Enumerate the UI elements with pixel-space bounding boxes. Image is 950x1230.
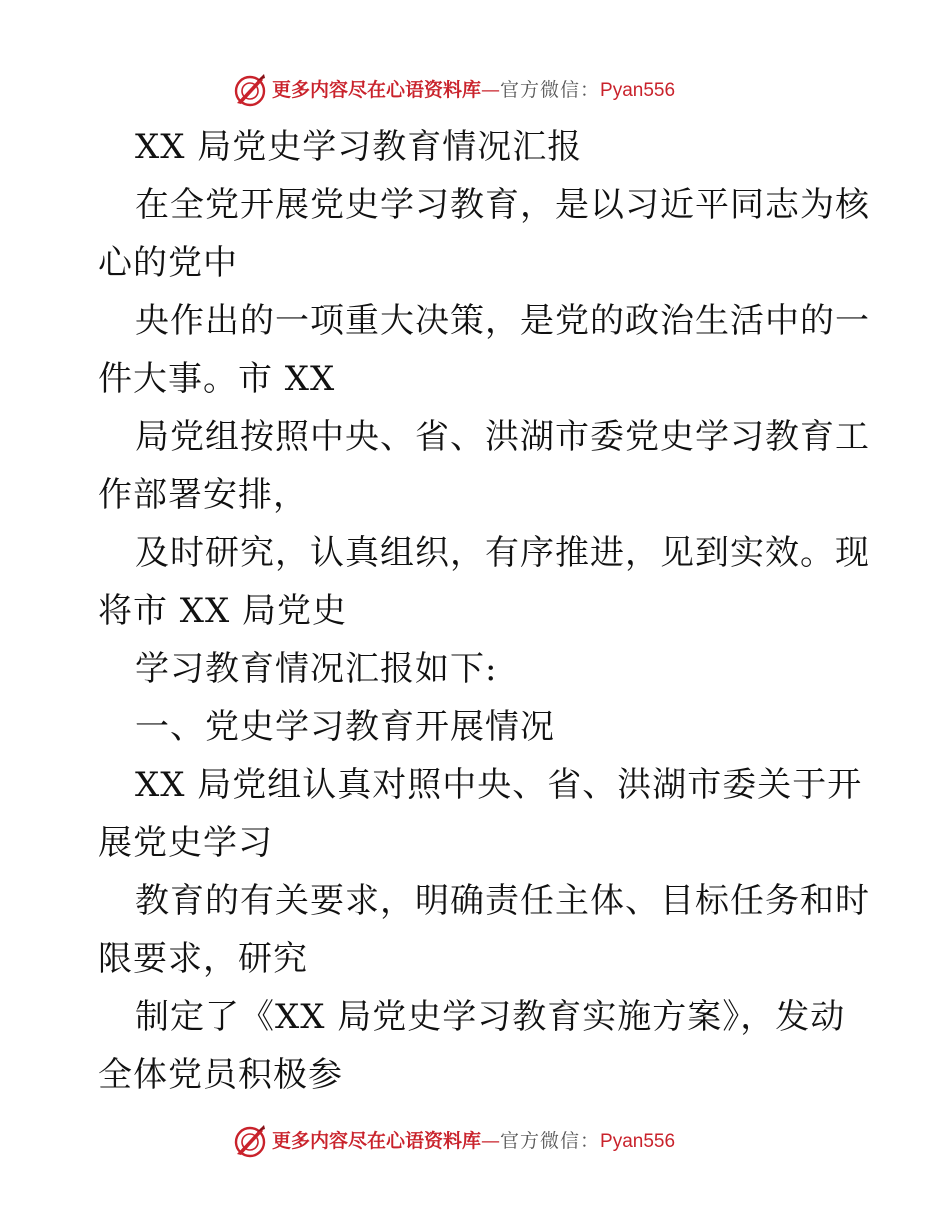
paragraph-line: 展党史学习 — [98, 823, 273, 863]
banner-separator: — — [481, 1130, 501, 1152]
paragraph-line: 局党组按照中央、省、洪湖市委党史学习教育工 — [135, 417, 870, 457]
document-title: XX 局党史学习教育情况汇报 — [135, 127, 583, 167]
banner-slogan: 更多内容尽在心语资料库 — [272, 79, 482, 101]
banner-wechat-id: Pyan556 — [600, 80, 676, 101]
paragraph-line: 制定了《XX 局党史学习教育实施方案》，发动 — [135, 997, 846, 1037]
paragraph-line: 心的党中 — [98, 243, 238, 283]
banner-slogan: 更多内容尽在心语资料库 — [272, 1130, 482, 1152]
header-banner — [0, 70, 950, 110]
paragraph-line: 教育的有关要求，明确责任主体、目标任务和时 — [135, 881, 870, 921]
banner-wechat-label: 官方微信： — [500, 79, 601, 101]
section-heading: 一、党史学习教育开展情况 — [135, 707, 555, 747]
paragraph-line: 央作出的一项重大决策，是党的政治生活中的一 — [135, 301, 870, 341]
paragraph-line: 限要求，研究 — [98, 939, 308, 979]
banner-separator: — — [481, 79, 501, 101]
paragraph-line: 在全党开展党史学习教育，是以习近平同志为核 — [135, 185, 870, 225]
quill-logo-icon — [232, 72, 268, 108]
paragraph-line: 作部署安排， — [98, 475, 308, 515]
paragraph-line: XX 局党组认真对照中央、省、洪湖市委关于开 — [135, 765, 863, 805]
paragraph-line: 将市 XX 局党史 — [98, 591, 348, 631]
footer-banner — [0, 1121, 950, 1161]
paragraph-line: 及时研究，认真组织，有序推进，见到实效。现 — [135, 533, 870, 573]
paragraph-line: 全体党员积极参 — [98, 1055, 343, 1095]
paragraph-line: 学习教育情况汇报如下: — [135, 649, 498, 689]
paragraph-line: 件大事。市 XX — [98, 359, 336, 399]
banner-wechat-label: 官方微信： — [500, 1130, 601, 1152]
quill-logo-icon — [232, 1123, 268, 1159]
banner-wechat-id: Pyan556 — [600, 1131, 676, 1152]
